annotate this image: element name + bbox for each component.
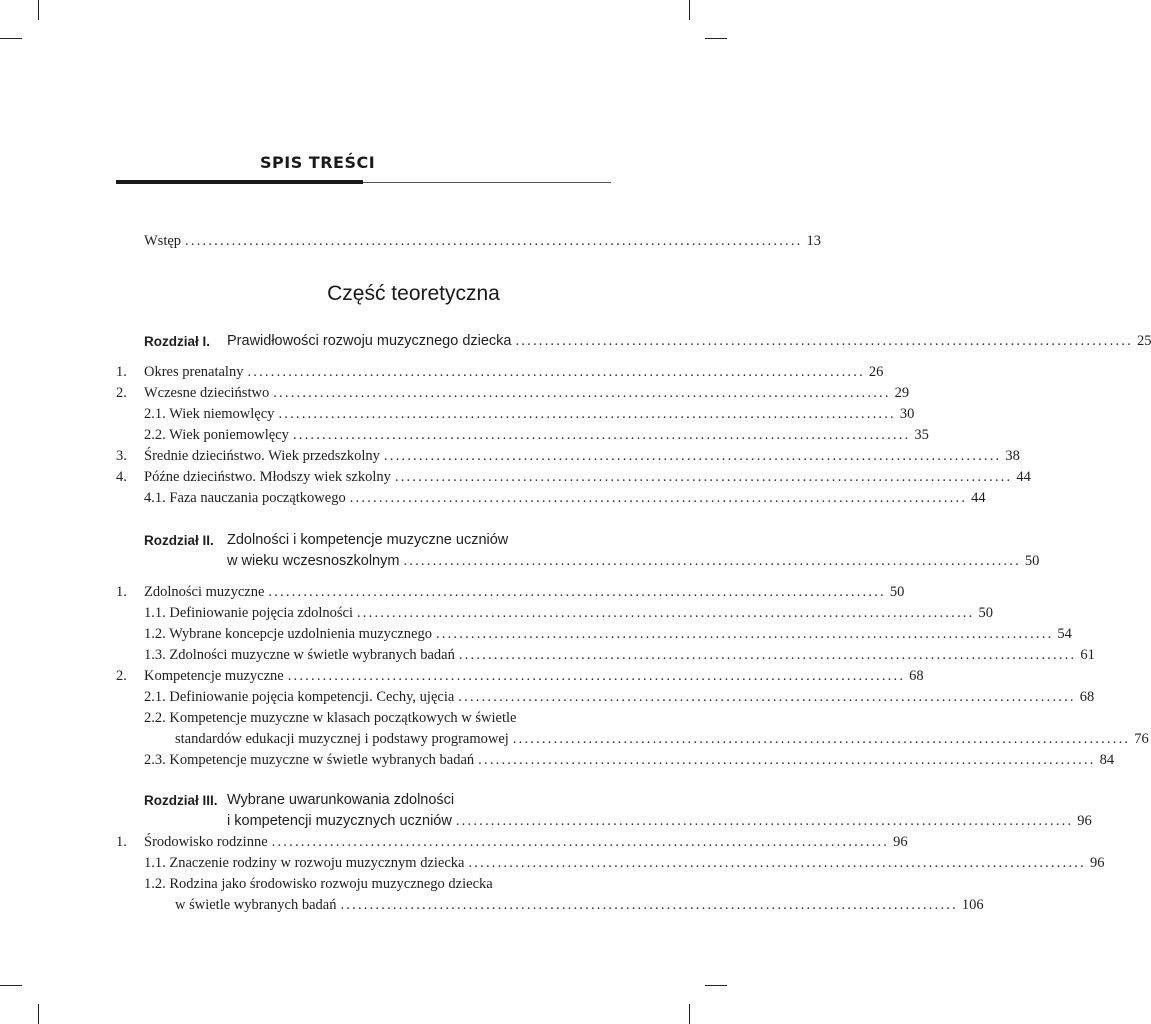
- entry-title: 1.1. Znaczenie rodziny w rozwoju muzycznym dziecka: [144, 855, 465, 871]
- entry-page: 96: [1077, 813, 1092, 829]
- entry-number: 2.: [116, 668, 127, 684]
- entry-title: Późne dzieciństwo. Młodszy wiek szkolny: [144, 469, 391, 485]
- toc-entry[interactable]: [116, 446, 1020, 467]
- leader-dots: ..........................................................................................................: [340, 897, 958, 913]
- toc-entry[interactable]: [116, 488, 986, 509]
- leader-dots: ..........................................................................................................: [292, 427, 911, 443]
- toc-chapter-3-cont[interactable]: [116, 811, 1092, 832]
- toc-chapter-1[interactable]: [116, 331, 1151, 352]
- entry-title: 2.2. Kompetencje muzyczne w klasach początkowych w świetle: [144, 710, 517, 726]
- leader-dots: ..........................................................................................................: [458, 647, 1077, 663]
- toc-entry[interactable]: [116, 832, 908, 853]
- entry-title: 1.3. Zdolności muzyczne w świetle wybranych badań: [144, 647, 455, 663]
- leader-dots: ..........................................................................................................: [271, 834, 890, 850]
- entry-number: 1.: [116, 834, 127, 850]
- crop-mark: [705, 38, 727, 39]
- toc-chapter-3[interactable]: [116, 790, 611, 811]
- crop-mark: [689, 1004, 690, 1024]
- entry-title: 1.2. Wybrane koncepcje uzdolnienia muzycznego: [144, 626, 432, 642]
- toc-entry[interactable]: [116, 582, 905, 603]
- leader-dots: ..........................................................................................................: [349, 490, 968, 506]
- entry-page: 25: [1136, 333, 1151, 349]
- entry-title: 2.3. Kompetencje muzyczne w świetle wybranych badań: [144, 752, 475, 768]
- heading-rule-accent: [116, 180, 363, 184]
- leader-dots: ..........................................................................................................: [435, 626, 1054, 642]
- crop-mark: [689, 0, 690, 20]
- leader-dots: ..........................................................................................................: [247, 364, 865, 380]
- leader-dots: ..........................................................................................................: [394, 469, 1013, 485]
- entry-title: Wczesne dzieciństwo: [144, 385, 270, 401]
- toc-entry[interactable]: [116, 383, 910, 404]
- entry-number: 1.: [116, 584, 127, 600]
- toc-entry[interactable]: [116, 687, 1095, 708]
- toc-entry[interactable]: [116, 645, 1095, 666]
- entry-page: 54: [1057, 626, 1072, 642]
- entry-page: 29: [894, 385, 910, 401]
- chapter-label: Rozdział II.: [144, 533, 214, 548]
- entry-title: 2.1. Wiek niemowlęcy: [144, 406, 275, 422]
- leader-dots: ..........................................................................................................: [185, 233, 803, 249]
- leader-dots: ..........................................................................................................: [287, 668, 906, 684]
- toc-heading: SPIS TREŚCI: [260, 153, 376, 172]
- entry-title: 2.1. Definiowanie pojęcia kompetencji. Cechy, ujęcia: [144, 689, 455, 705]
- entry-page: 50: [978, 605, 993, 621]
- entry-page: 50: [889, 584, 905, 600]
- entry-title: Zdolności muzyczne: [144, 584, 265, 600]
- toc-entry[interactable]: [116, 874, 611, 895]
- entry-page: 76: [1134, 731, 1149, 747]
- entry-title: w świetle wybranych badań: [175, 897, 337, 913]
- toc-chapter-2-cont[interactable]: [116, 551, 1040, 572]
- entry-page: 84: [1099, 752, 1115, 768]
- toc-entry[interactable]: [116, 895, 984, 916]
- toc-entry[interactable]: [116, 750, 1115, 771]
- leader-dots: ..........................................................................................................: [403, 553, 1021, 569]
- chapter-title-line1: Wybrane uwarunkowania zdolności: [227, 792, 455, 808]
- toc-entry-intro[interactable]: [116, 231, 821, 252]
- crop-mark: [0, 38, 22, 39]
- entry-page: 26: [868, 364, 884, 380]
- entry-title: 4.1. Faza nauczania początkowego: [144, 490, 346, 506]
- entry-title: standardów edukacji muzycznej i podstawy programowej: [175, 731, 509, 747]
- crop-mark: [38, 0, 39, 20]
- entry-title: Kompetencje muzyczne: [144, 668, 284, 684]
- toc-entry[interactable]: [116, 624, 1072, 645]
- part-title: Część teoretyczna: [327, 282, 500, 305]
- entry-title: Średnie dzieciństwo. Wiek przedszkolny: [144, 448, 380, 464]
- leader-dots: ..........................................................................................................: [268, 584, 886, 600]
- entry-number: 2.: [116, 385, 127, 401]
- entry-title: 2.2. Wiek poniemowlęcy: [144, 427, 289, 443]
- entry-page: 13: [806, 233, 821, 249]
- entry-page: 68: [1079, 689, 1095, 705]
- leader-dots: ..........................................................................................................: [273, 385, 891, 401]
- toc-entry[interactable]: [116, 425, 929, 446]
- entry-number: 3.: [116, 448, 127, 464]
- toc-entry[interactable]: [116, 666, 924, 687]
- entry-number: 4.: [116, 469, 127, 485]
- entry-page: 44: [1016, 469, 1031, 485]
- leader-dots: ..........................................................................................................: [455, 813, 1074, 829]
- leader-dots: ..........................................................................................................: [512, 731, 1131, 747]
- leader-dots: ..........................................................................................................: [383, 448, 1002, 464]
- chapter-title-line2: i kompetencji muzycznych uczniów: [227, 813, 452, 829]
- entry-page: 61: [1080, 647, 1095, 663]
- entry-title: Wstęp: [144, 233, 182, 249]
- toc-chapter-2[interactable]: [116, 530, 611, 551]
- entry-title: 1.1. Definiowanie pojęcia zdolności: [144, 605, 353, 621]
- toc-entry[interactable]: [116, 362, 884, 383]
- toc-entry[interactable]: [116, 603, 993, 624]
- toc-entry[interactable]: [116, 708, 611, 729]
- toc-entry[interactable]: [116, 853, 1105, 874]
- chapter-title-line1: Zdolności i kompetencje muzyczne uczniów: [227, 532, 509, 548]
- entry-page: 30: [899, 406, 915, 422]
- leader-dots: ..........................................................................................................: [478, 752, 1096, 768]
- leader-dots: ..........................................................................................................: [458, 689, 1076, 705]
- chapter-title: Prawidłowości rozwoju muzycznego dziecka: [227, 333, 512, 349]
- toc-entry[interactable]: [116, 467, 1031, 488]
- entry-title: 1.2. Rodzina jako środowisko rozwoju muzycznego dziecka: [144, 876, 493, 892]
- chapter-label: Rozdział I.: [144, 334, 211, 349]
- entry-page: 35: [914, 427, 929, 443]
- leader-dots: ..........................................................................................................: [515, 333, 1133, 349]
- entry-page: 68: [909, 668, 924, 684]
- crop-mark: [705, 985, 727, 986]
- entry-title: Środowisko rodzinne: [144, 834, 268, 850]
- entry-page: 50: [1024, 553, 1040, 569]
- entry-page: 96: [1089, 855, 1105, 871]
- entry-number: 1.: [116, 364, 127, 380]
- chapter-label: Rozdział III.: [144, 793, 218, 808]
- chapter-title-line2: w wieku wczesnoszkolnym: [227, 553, 400, 569]
- leader-dots: ..........................................................................................................: [278, 406, 896, 422]
- entry-page: 44: [971, 490, 986, 506]
- entry-title: Okres prenatalny: [144, 364, 244, 380]
- toc-entry[interactable]: [116, 404, 915, 425]
- leader-dots: ..........................................................................................................: [356, 605, 975, 621]
- entry-page: 106: [961, 897, 984, 913]
- entry-page: 38: [1005, 448, 1020, 464]
- toc-entry[interactable]: [116, 729, 1149, 750]
- entry-page: 96: [893, 834, 908, 850]
- leader-dots: ..........................................................................................................: [468, 855, 1086, 871]
- crop-mark: [38, 1004, 39, 1024]
- crop-mark: [0, 985, 22, 986]
